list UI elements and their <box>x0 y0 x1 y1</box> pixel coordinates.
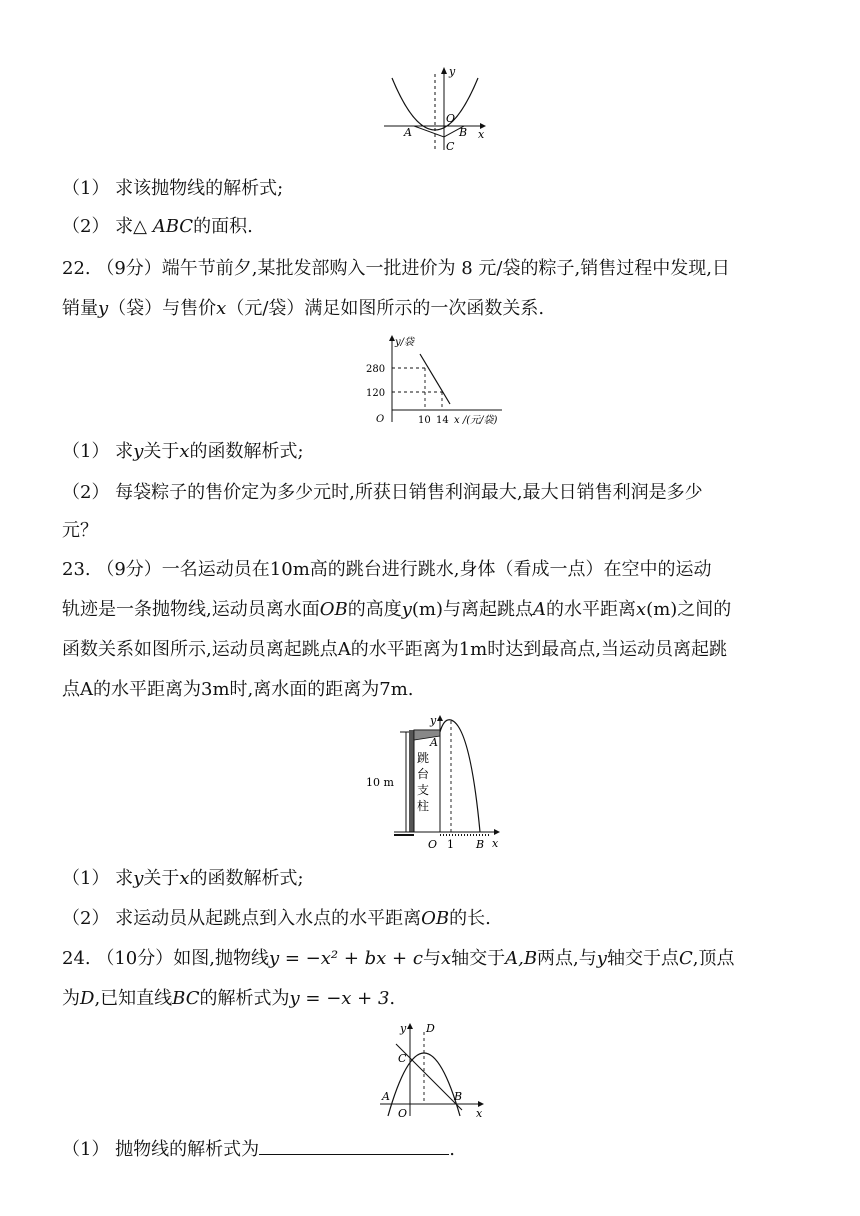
q23-var-y: y <box>401 599 412 620</box>
q24-t-d: 两点,与 <box>537 948 597 969</box>
q24-label-b: B <box>454 1090 463 1103</box>
q22-part2-line2: 元？ <box>62 520 98 541</box>
q24-label-c: C <box>398 1052 407 1065</box>
q23-t-d: 的水平距离 <box>546 599 637 620</box>
q24-answer-blank[interactable] <box>259 1136 449 1155</box>
q21-part2-suffix: 的面积. <box>193 216 253 237</box>
q24-stem-line2 <box>62 986 395 1012</box>
q24-line-bc: BC <box>172 988 200 1009</box>
triangle-abc <box>414 126 464 137</box>
q24-p1-text: （1） 抛物线的解析式为 <box>62 1139 260 1160</box>
q23-p1-y: y <box>133 868 144 889</box>
q22-text-c: （元/袋）满足如图所示的一次函数关系. <box>226 298 545 319</box>
fig1-label-a: A <box>404 126 412 139</box>
q23-part2 <box>62 906 491 932</box>
q24-t-c: 轴交于 <box>451 948 506 969</box>
q22-ylabel: y/袋 <box>395 337 415 348</box>
q24-figure <box>376 1020 486 1120</box>
q22-stem-line1: 22. （9分）端午节前夕,某批发部购入一批进价为 8 元/袋的粽子,销售过程中发现,日 <box>62 258 730 279</box>
fig1-label-y: y <box>449 65 456 78</box>
q23-label-b: B <box>476 838 485 851</box>
y-axis-arrow-icon <box>441 67 447 74</box>
q23-p1-x: x <box>179 868 190 889</box>
q23-p2-b: 的长. <box>449 908 491 929</box>
q24-t-f: ,顶点 <box>692 948 735 969</box>
q24-label-o: O <box>398 1107 408 1120</box>
q24-var-y: y <box>596 948 607 969</box>
q22-text-b: （袋）与售价 <box>108 298 217 319</box>
q23-label-x: x <box>492 837 499 850</box>
q24-points-ab: A,B <box>505 948 538 969</box>
fig1-label-x: x <box>478 128 485 141</box>
q22-p1-b: 关于 <box>143 441 180 462</box>
fig1-label-c: C <box>446 140 455 153</box>
q24-t-j: . <box>389 988 396 1009</box>
q23-support-char-4: 柱 <box>417 799 430 813</box>
q21-part2 <box>62 214 253 240</box>
q22-xtick-10: 10 <box>418 415 431 426</box>
fig1-label-b: B <box>459 126 468 139</box>
q23-stem-line3: 函数关系如图所示,运动员离起跳点A的水平距离为1m时达到最高点,当运动员离起跳 <box>62 639 727 660</box>
q22-figure <box>360 332 510 432</box>
q22-var-x: x <box>216 298 227 319</box>
q24-t-e: 轴交于点 <box>606 948 679 969</box>
q24-stem-line1 <box>62 946 734 972</box>
q22-p1-a: （1） 求 <box>62 441 134 462</box>
q23-label-o: O <box>428 838 438 851</box>
q24-equation: y = −x² + bx + c <box>268 948 423 969</box>
q23-height-label: 10 m <box>366 776 394 789</box>
q23-t-a: 轨迹是一条抛物线,运动员离水面 <box>62 599 320 620</box>
q21-part2-prefix: （2） 求△ <box>62 216 153 237</box>
q23-p1-a: （1） 求 <box>62 868 134 889</box>
q21-triangle-name: ABC <box>152 216 194 237</box>
q23-label-y: y <box>430 714 437 727</box>
q24-part1 <box>62 1136 455 1163</box>
q24-t-a: 24. （10分）如图,抛物线 <box>62 948 269 969</box>
q23-support-pillar <box>409 730 414 832</box>
q22-p1-c: 的函数解析式; <box>189 441 304 462</box>
q22-xtick-14: 14 <box>436 415 449 426</box>
q23-support-char-1: 跳 <box>417 751 430 765</box>
q23-t-c: (m)与离起跳点 <box>411 599 534 620</box>
q24-label-y: y <box>400 1022 407 1035</box>
q24-t-i: 的解析式为 <box>199 988 290 1009</box>
q22-var-y: y <box>98 298 109 319</box>
q23-var-x: x <box>636 599 647 620</box>
q23-p2-ob: OB <box>421 908 450 929</box>
q22-origin: O <box>376 414 385 425</box>
q23-support-char-3: 支 <box>417 783 430 797</box>
q23-t-e: (m)之间的 <box>646 599 732 620</box>
q23-x-arrow-icon <box>494 829 500 835</box>
q23-y-arrow-icon <box>437 715 443 721</box>
q22-linear-function <box>420 354 450 404</box>
q23-label-a: A <box>430 736 438 749</box>
q22-stem-line2 <box>62 296 544 322</box>
q23-label-1: 1 <box>447 838 454 851</box>
q24-p1-end: . <box>449 1139 455 1160</box>
q23-ob-1: OB <box>319 599 348 620</box>
q23-trajectory <box>440 720 480 832</box>
q24-label-d: D <box>426 1022 435 1035</box>
q22-part2-line1: （2） 每袋粽子的售价定为多少元时,所获日销售利润最大,最大日销售利润是多少 <box>62 482 703 503</box>
q22-p1-x: x <box>179 441 190 462</box>
q23-stem-line1: 23. （9分）一名运动员在10m高的跳台进行跳水,身体（看成一点）在空中的运动 <box>62 559 712 580</box>
q23-p2-a: （2） 求运动员从起跳点到入水点的水平距离 <box>62 908 422 929</box>
q23-figure <box>360 712 510 854</box>
q24-line-equation: y = −x + 3 <box>289 988 390 1009</box>
q23-stem-line2 <box>62 597 731 623</box>
q24-t-g: 为 <box>62 988 80 1009</box>
q23-p1-c: 的函数解析式; <box>189 868 304 889</box>
q24-t-b: 与 <box>422 948 441 969</box>
q24-point-c: C <box>678 948 693 969</box>
q22-p1-y: y <box>133 441 144 462</box>
q21-part1: （1） 求该抛物线的解析式; <box>62 178 284 199</box>
q22-ytick-120: 120 <box>366 388 386 399</box>
q23-point-a: A <box>533 599 547 620</box>
q22-ytick-280: 280 <box>366 364 386 375</box>
q22-part1 <box>62 439 304 465</box>
q24-var-x: x <box>440 948 452 969</box>
q24-label-x: x <box>476 1107 483 1120</box>
q21-figure <box>380 62 490 156</box>
q23-t-b: 的高度 <box>347 599 402 620</box>
q24-point-d: D <box>80 988 95 1009</box>
q24-y-arrow-icon <box>407 1023 413 1029</box>
q23-stem-line4: 点A的水平距离为3m时,离水面的距离为7m. <box>62 679 414 700</box>
q22-text-a: 销量 <box>62 298 98 319</box>
q23-p1-b: 关于 <box>143 868 180 889</box>
q24-t-h: ,已知直线 <box>94 988 173 1009</box>
q24-label-a: A <box>382 1090 390 1103</box>
q22-xlabel: x /(元/袋) <box>454 415 498 426</box>
q23-part1 <box>62 866 304 892</box>
q23-support-char-2: 台 <box>417 767 430 781</box>
fig1-label-o: O <box>446 112 456 125</box>
